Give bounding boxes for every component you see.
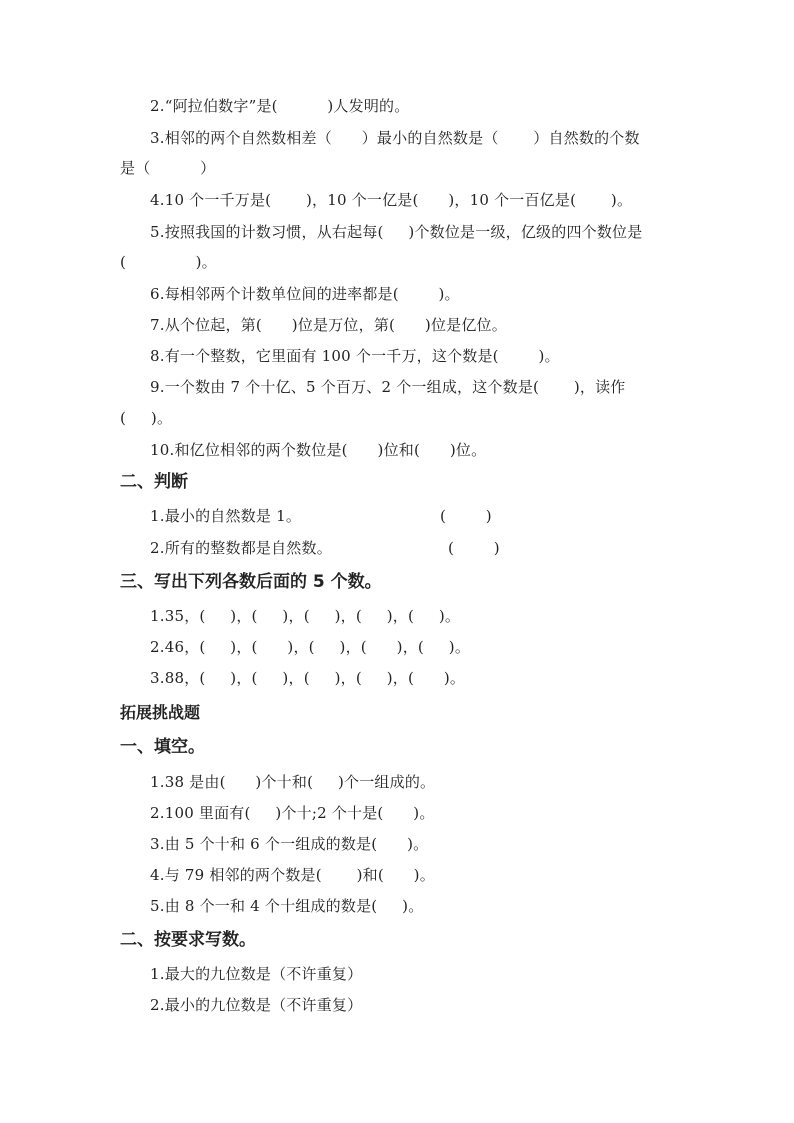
fill-item-2: 2.“阿拉伯数字”是( )人发明的。 <box>150 97 410 115</box>
fill-item-7: 7.从个位起，第( )位是万位，第( )位是亿位。 <box>150 316 507 334</box>
judge-item-1: 1.最小的自然数是 1。 <box>150 507 302 525</box>
write-item-3: 3.88，( )，( )，( )，( )，( )。 <box>150 669 466 687</box>
fill-item-8: 8.有一个整数，它里面有 100 个一千万，这个数是( )。 <box>150 347 560 365</box>
extension-write-item-1: 1.最大的九位数是（不许重复） <box>150 965 363 983</box>
extension-fill-item-5: 5.由 8 个一和 4 个十组成的数是( )。 <box>150 897 424 915</box>
judge-item-1-answer: ( ) <box>440 507 492 525</box>
write-item-2: 2.46，( )，( )，( )，( )，( )。 <box>150 638 471 656</box>
fill-item-9-continued: ( )。 <box>120 409 173 427</box>
extension-fill-item-1: 1.38 是由( )个十和( )个一组成的。 <box>150 773 436 791</box>
judge-heading: 二、判断 <box>120 472 188 492</box>
extension-fill-item-3: 3.由 5 个十和 6 个一组成的数是( )。 <box>150 835 429 853</box>
fill-item-3-continued: 是（ ） <box>120 159 216 177</box>
extension-fill-item-4: 4.与 79 相邻的两个数是( )和( )。 <box>150 866 435 884</box>
extension-fill-item-2: 2.100 里面有( )个十;2 个十是( )。 <box>150 804 435 822</box>
judge-item-2: 2.所有的整数都是自然数。 <box>150 539 332 557</box>
fill-item-3: 3.相邻的两个自然数相差（ ）最小的自然数是（ ）自然数的个数 <box>150 129 640 147</box>
fill-item-5: 5.按照我国的计数习惯，从右起每( )个数位是一级，亿级的四个数位是 <box>150 223 643 241</box>
judge-item-2-answer: ( ) <box>448 539 500 557</box>
fill-item-6: 6.每相邻两个计数单位间的进率都是( )。 <box>150 285 460 303</box>
extension-fill-heading: 一、填空。 <box>120 737 205 757</box>
fill-item-10: 10.和亿位相邻的两个数位是( )位和( )位。 <box>150 441 487 459</box>
write-item-1: 1.35，( )，( )，( )，( )，( )。 <box>150 607 461 625</box>
fill-item-4: 4.10 个一千万是( )，10 个一亿是( )，10 个一百亿是( )。 <box>150 191 633 209</box>
extension-write-item-2: 2.最小的九位数是（不许重复） <box>150 996 363 1014</box>
fill-item-9: 9.一个数由 7 个十亿、5 个百万、2 个一组成，这个数是( )，读作 <box>150 378 626 396</box>
fill-item-5-continued: ( )。 <box>120 253 217 271</box>
write-heading: 三、写出下列各数后面的 5 个数。 <box>120 572 382 592</box>
extension-title: 拓展挑战题 <box>120 703 201 722</box>
extension-write-heading: 二、按要求写数。 <box>120 930 256 950</box>
